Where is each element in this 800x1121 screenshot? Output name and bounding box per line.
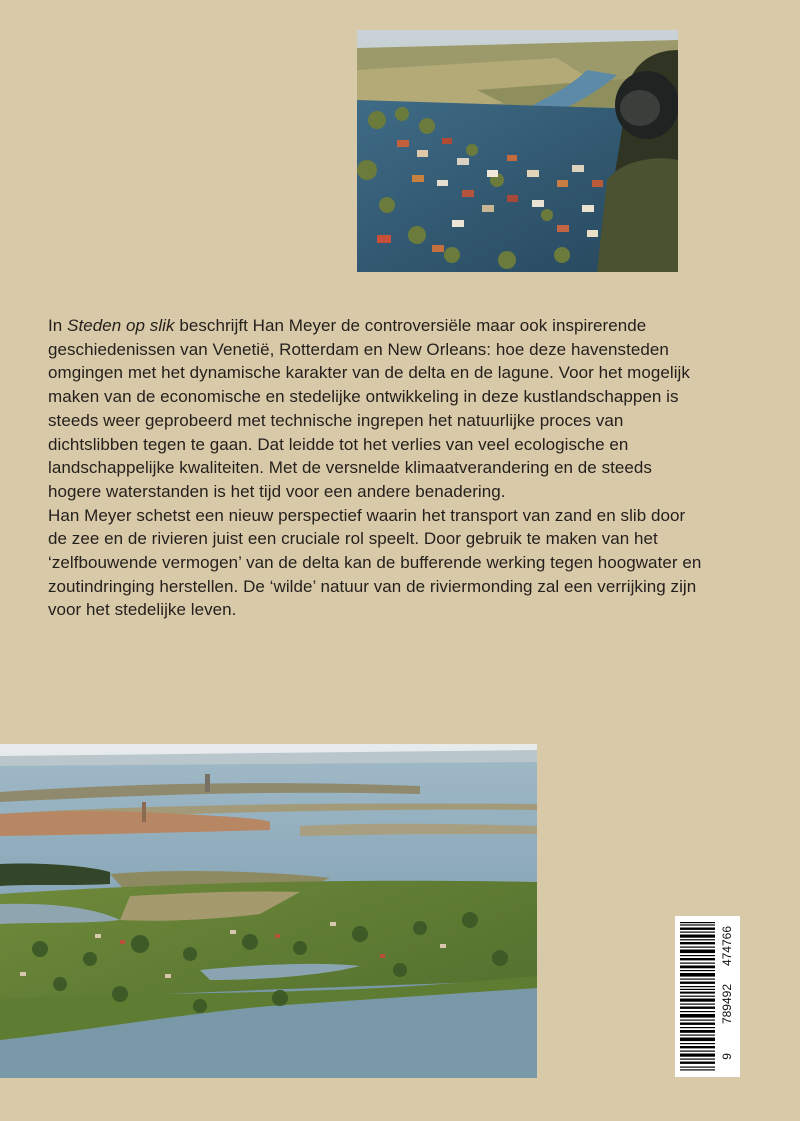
lagoon-photo (0, 744, 537, 1078)
barcode-bars (680, 922, 715, 1071)
barcode-right-group: 474766 (720, 926, 734, 967)
barcode-lead-digit: 9 (720, 1053, 734, 1060)
barcode-left-group: 789492 (720, 984, 734, 1025)
flood-photo (357, 30, 678, 272)
barcode-digits (720, 922, 736, 1071)
book-title: Steden op slik (67, 316, 175, 335)
blurb-text-1: beschrijft Han Meyer de controversiële maar ook inspirerende geschiedenissen van Venetië, Rotterdam en New Orleans: hoe deze havensteden omgingen met het dynamische karakter van de delta en de lagune. Voor het mogelijk maken van de economische en stedelijke ontwikkeling in deze kustlandschappen is steeds weer geprobeerd met technische ingrepen het natuurlijke proces van dichtslibben tegen te gaan. Dat leidde tot het verlies van veel ecologische en landschappelijke kwaliteiten. Met de versnelde klimaatverandering en de steeds hogere waterstanden is het tijd voor een andere benadering. (48, 316, 690, 501)
lagoon-photo-illustration (0, 744, 537, 1078)
blurb-paragraph-1 (48, 314, 708, 504)
back-cover-blurb (48, 314, 708, 622)
blurb-paragraph-2: Han Meyer schetst een nieuw perspectief waarin het transport van zand en slib door de zee en de rivieren juist een cruciale rol speelt. Door gebruik te maken van het ‘zelfbouwende vermogen’ van de delta kan de bufferende werking tegen hoogwater en zoutindringing herstellen. De ‘wilde’ natuur van de riviermonding zal een verrijking zijn voor het stedelijke leven. (48, 505, 702, 620)
flood-photo-illustration (357, 30, 678, 272)
isbn-barcode (675, 916, 740, 1077)
blurb-intro: In (48, 316, 68, 335)
